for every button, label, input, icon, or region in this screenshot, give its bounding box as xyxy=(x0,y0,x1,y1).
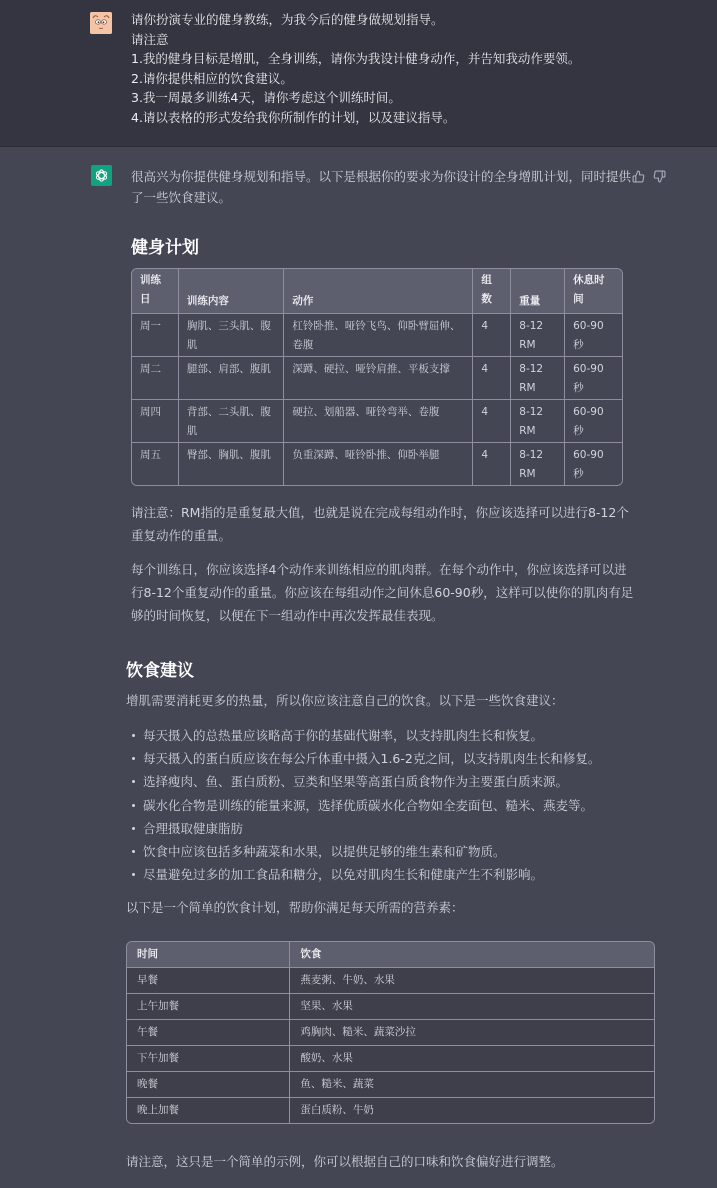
meal-plan-table xyxy=(126,941,655,1124)
training-note-line2: 行8-12个重复动作的重量。你应该在每组动作之间休息60-90秒，这样可以使你的肌肉有足 xyxy=(131,585,634,600)
training-note-line1: 每个训练日，你应该选择4个动作来训练相应的肌肉群。在每个动作中，你应该选择可以进 xyxy=(131,562,627,577)
header-moves: 动作 xyxy=(284,269,473,314)
cell-content: 胸肌、三头肌、腹 肌 xyxy=(179,314,285,357)
cell-sets: 4 xyxy=(473,357,511,400)
diet-intro: 增肌需要消耗更多的热量，所以你应该注意自己的饮食。以下是一些饮食建议： xyxy=(126,693,564,708)
header-training-content: 训练内容 xyxy=(179,269,285,314)
user-message-text xyxy=(131,10,631,128)
meal-plan-intro: 以下是一个简单的饮食计划，帮助你满足每天所需的营养素： xyxy=(126,900,464,915)
cell-weight: 8-12 RM xyxy=(511,400,565,443)
header-rest-time: 休息时 间 xyxy=(565,269,622,314)
cell-moves: 杠铃卧推、哑铃飞鸟、仰卧臂屈伸、 卷腹 xyxy=(284,314,473,357)
list-item: 选择瘦肉、鱼、蛋白质粉、豆类和坚果等高蛋白质食物作为主要蛋白质来源。 xyxy=(131,770,600,793)
cell-day: 周一 xyxy=(132,314,179,357)
user-line: 3.我一周最多训练4天，请你考虑这个训练时间。 xyxy=(131,90,401,106)
table-row xyxy=(132,400,622,443)
assistant-intro-line2: 了一些饮食建议。 xyxy=(131,190,232,205)
openai-logo-icon xyxy=(94,168,109,183)
closing-note: 请注意，这只是一个简单的示例，你可以根据自己的口味和饮食偏好进行调整。 xyxy=(126,1154,564,1169)
list-item: 饮食中应该包括多种蔬菜和水果，以提供足够的维生素和矿物质。 xyxy=(131,840,600,863)
list-item: 每天摄入的蛋白质应该在每公斤体重中摄入1.6-2克之间，以支持肌肉生长和修复。 xyxy=(131,747,600,770)
table-row xyxy=(132,443,622,485)
list-item: 尽量避免过多的加工食品和糖分，以免对肌肉生长和健康产生不利影响。 xyxy=(131,863,600,886)
header-sets: 组 数 xyxy=(473,269,511,314)
cell-content: 腿部、肩部、腹肌 xyxy=(179,357,285,400)
assistant-intro-line1: 很高兴为你提供健身规划和指导。以下是根据你的要求为你设计的全身增肌计划，同时提供 xyxy=(131,169,632,184)
table-row xyxy=(127,1072,654,1098)
list-item: 每天摄入的总热量应该略高于你的基础代谢率，以支持肌肉生长和恢复。 xyxy=(131,724,600,747)
cell-food: 鱼、糙米、蔬菜 xyxy=(290,1072,654,1098)
cell-sets: 4 xyxy=(473,443,511,485)
cell-time: 晚上加餐 xyxy=(127,1098,290,1123)
cell-weight: 8-12 RM xyxy=(511,357,565,400)
cell-day: 周四 xyxy=(132,400,179,443)
header-time: 时间 xyxy=(127,942,290,968)
cell-time: 上午加餐 xyxy=(127,994,290,1020)
table-row xyxy=(132,357,622,400)
thumbs-down-icon[interactable] xyxy=(653,168,666,181)
cell-food: 鸡胸肉、糙米、蔬菜沙拉 xyxy=(290,1020,654,1046)
user-line: 4.请以表格的形式发给我你所制作的计划，以及建议指导。 xyxy=(131,109,456,125)
cartoon-face-icon xyxy=(90,12,112,34)
cell-weight: 8-12 RM xyxy=(511,443,565,485)
table-row xyxy=(132,314,622,357)
feedback-buttons xyxy=(632,168,666,181)
cell-food: 蛋白质粉、牛奶 xyxy=(290,1098,654,1123)
cell-food: 燕麦粥、牛奶、水果 xyxy=(290,968,654,994)
cell-moves: 深蹲、硬拉、哑铃肩推、平板支撑 xyxy=(284,357,473,400)
cell-food: 坚果、水果 xyxy=(290,994,654,1020)
header-food: 饮食 xyxy=(290,942,654,968)
table-row xyxy=(127,1046,654,1072)
user-avatar xyxy=(90,12,112,34)
cell-day: 周二 xyxy=(132,357,179,400)
rm-note-line1: 请注意：RM指的是重复最大值，也就是说在完成每组动作时，你应该选择可以进行8-12个 xyxy=(131,505,629,520)
cell-rest: 60-90 秒 xyxy=(565,443,622,485)
cell-time: 午餐 xyxy=(127,1020,290,1046)
cell-sets: 4 xyxy=(473,314,511,357)
section-title-workout-plan: 健身计划 xyxy=(131,238,199,258)
table-row xyxy=(127,968,654,994)
cell-moves: 硬拉、划船器、哑铃弯举、卷腹 xyxy=(284,400,473,443)
user-line: 1.我的健身目标是增肌，全身训练，请你为我设计健身动作，并告知我动作要领。 xyxy=(131,51,581,67)
header-training-day: 训练 日 xyxy=(132,269,179,314)
list-item: 合理摄取健康脂肪 xyxy=(131,817,600,840)
cell-sets: 4 xyxy=(473,400,511,443)
cell-weight: 8-12 RM xyxy=(511,314,565,357)
assistant-avatar xyxy=(91,165,112,186)
cell-content: 臀部、胸肌、腹肌 xyxy=(179,443,285,485)
cell-day: 周五 xyxy=(132,443,179,485)
table-row xyxy=(127,1098,654,1123)
section-title-diet-advice: 饮食建议 xyxy=(126,661,194,681)
cell-content: 背部、二头肌、腹 肌 xyxy=(179,400,285,443)
cell-time: 早餐 xyxy=(127,968,290,994)
user-line: 2.请你提供相应的饮食建议。 xyxy=(131,70,293,86)
table-row xyxy=(127,994,654,1020)
header-weight: 重量 xyxy=(511,269,565,314)
list-item: 碳水化合物是训练的能量来源，选择优质碳水化合物如全麦面包、糙米、燕麦等。 xyxy=(131,794,600,817)
cell-rest: 60-90 秒 xyxy=(565,314,622,357)
cell-time: 下午加餐 xyxy=(127,1046,290,1072)
cell-rest: 60-90 秒 xyxy=(565,357,622,400)
cell-food: 酸奶、水果 xyxy=(290,1046,654,1072)
user-line: 请注意 xyxy=(131,31,169,47)
table-row xyxy=(127,1020,654,1046)
cell-moves: 负重深蹲、哑铃卧推、仰卧举腿 xyxy=(284,443,473,485)
user-line: 请你扮演专业的健身教练，为我今后的健身做规划指导。 xyxy=(131,12,444,27)
training-note-line3: 够的时间恢复，以便在下一组动作中再次发挥最佳表现。 xyxy=(131,608,444,623)
table-header-row xyxy=(132,269,622,314)
workout-plan-table xyxy=(131,268,623,486)
cell-time: 晚餐 xyxy=(127,1072,290,1098)
table-header-row xyxy=(127,942,654,968)
rm-note-line2: 重复动作的重量。 xyxy=(131,528,232,543)
diet-tips-list xyxy=(131,724,600,886)
thumbs-up-icon[interactable] xyxy=(632,168,645,181)
cell-rest: 60-90 秒 xyxy=(565,400,622,443)
